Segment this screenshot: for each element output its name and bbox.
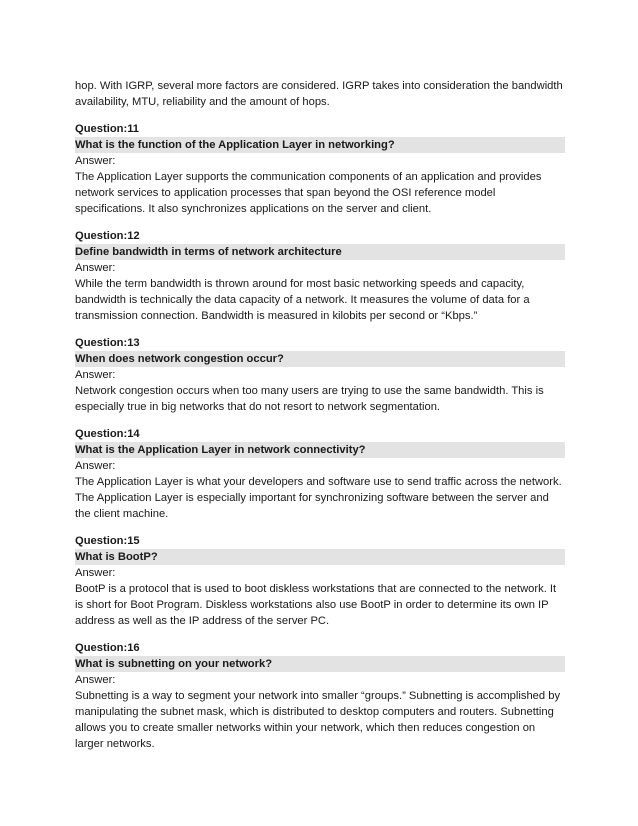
question-block-11: [75, 121, 565, 217]
question-title: What is the function of the Application Layer in networking?: [75, 137, 565, 153]
question-title: What is subnetting on your network?: [75, 656, 565, 672]
question-label: Question:11: [75, 123, 140, 135]
question-title: When does network congestion occur?: [75, 351, 565, 367]
question-title: Define bandwidth in terms of network architecture: [75, 244, 565, 260]
answer-text: The Application Layer supports the communication components of an application and provides network services to application processes that span beyond the OSI reference model specifications. It also synchronizes applications on the server and client.: [75, 171, 542, 215]
question-block-12: [75, 228, 565, 324]
answer-text: Subnetting is a way to segment your network into smaller “groups.” Subnetting is accomplished by manipulating the subnet mask, which is distributed to desktop computers and routers. Subnetting allows you to create smaller networks within your network, which then reduces congestion on larger networks.: [75, 690, 561, 750]
question-block-13: [75, 335, 565, 415]
answer-label: Answer:: [75, 567, 116, 579]
question-block-16: [75, 640, 565, 752]
answer-text: While the term bandwidth is thrown around for most basic networking speeds and capacity, bandwidth is technically the data capacity of a network. It measures the volume of data for a transmission connection. Bandwidth is measured in kilobits per second or “Kbps.”: [75, 278, 530, 322]
answer-text: Network congestion occurs when too many users are trying to use the same bandwidth. This is especially true in big networks that do not resort to network segmentation.: [75, 385, 544, 413]
question-label: Question:13: [75, 337, 140, 349]
question-block-15: [75, 533, 565, 629]
question-label: Question:12: [75, 230, 140, 242]
question-label: Question:14: [75, 428, 140, 440]
answer-label: Answer:: [75, 460, 116, 472]
question-title: What is the Application Layer in network connectivity?: [75, 442, 565, 458]
intro-paragraph: hop. With IGRP, several more factors are considered. IGRP takes into consideration the bandwidth availability, MTU, reliability and the amount of hops.: [75, 80, 563, 108]
answer-text: The Application Layer is what your developers and software use to send traffic across the network. The Application Layer is especially important for synchronizing software between the server and the client machine.: [75, 476, 562, 520]
answer-text: BootP is a protocol that is used to boot diskless workstations that are connected to the network. It is short for Boot Program. Diskless workstations also use BootP in order to determine its own IP address as well as the IP address of the server PC.: [75, 583, 557, 627]
document-page: [75, 78, 565, 763]
answer-label: Answer:: [75, 369, 116, 381]
question-label: Question:16: [75, 642, 140, 654]
question-label: Question:15: [75, 535, 140, 547]
question-title: What is BootP?: [75, 549, 565, 565]
answer-label: Answer:: [75, 155, 116, 167]
answer-label: Answer:: [75, 262, 116, 274]
answer-label: Answer:: [75, 674, 116, 686]
question-block-14: [75, 426, 565, 522]
